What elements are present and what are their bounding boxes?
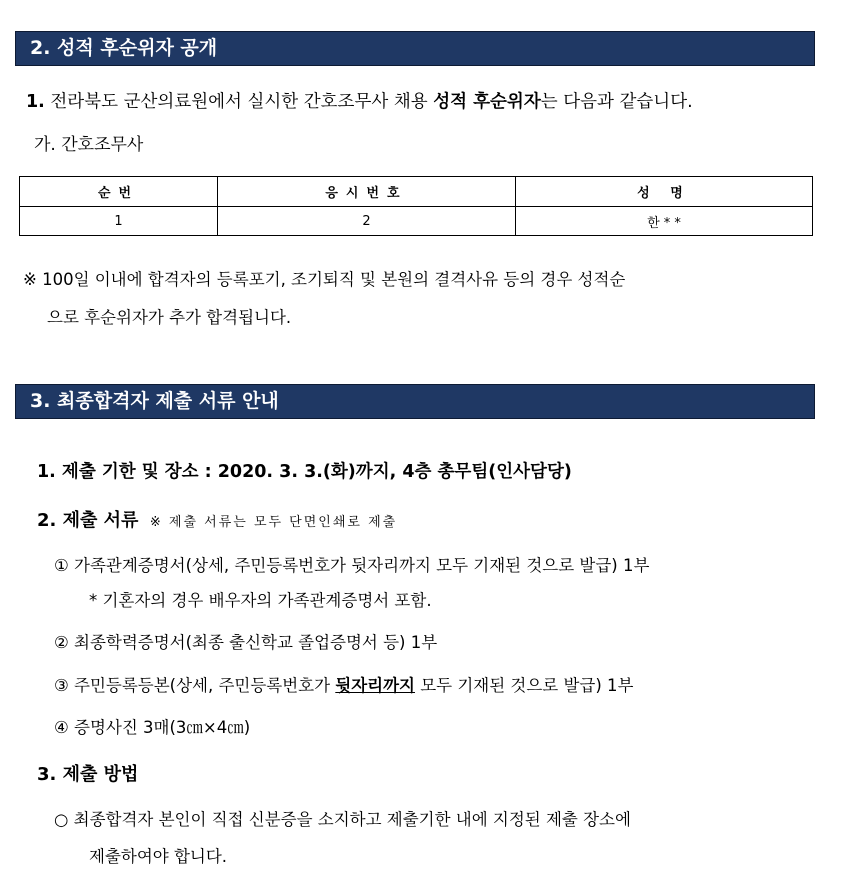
intro-text-a: 전라북도 군산의료원에서 실시한 간호조무사 채용 [44,92,434,112]
note-line-2: 으로 후순위자가 추가 합격됩니다. [47,308,292,327]
doc-education-certificate: ② 최종학력증명서(최종 출신학교 졸업증명서 등) 1부 [54,633,438,652]
intro-bold: 성적 후순위자 [433,92,541,112]
doc-family-relation-note: * 기혼자의 경우 배우자의 가족관계증명서 포함. [89,591,432,610]
section-3-header [15,384,815,419]
intro-sentence [26,88,693,113]
doc3-underline: 뒷자리까지 [335,676,415,695]
section-2-header [15,31,815,66]
header-name: 성 명 [516,177,813,207]
method-title: 3. 제출 방법 [37,764,139,785]
section-2-title: 2. 성적 후순위자 공개 [30,37,218,59]
header-exam-number: 응시번호 [218,177,516,207]
method-line-2: 제출하여야 합니다. [89,847,228,866]
method-line-1: ○ 최종합격자 본인이 직접 신분증을 소지하고 제출기한 내에 지정된 제출 장소에 [54,810,631,829]
doc-resident-register [54,672,634,696]
documents-item [37,506,397,532]
cell-name: 한 * * [516,207,813,236]
table-header-row [20,177,813,207]
intro-text-b: 는 다음과 같습니다. [540,92,693,112]
table-row [20,207,813,236]
documents-note: ※ 제출 서류는 모두 단면인쇄로 제출 [149,515,398,530]
doc-family-relation: ① 가족관계증명서(상세, 주민등록번호가 뒷자리까지 모두 기재된 것으로 발급) 1부 [54,556,650,575]
cell-seq: 1 [20,207,218,236]
sub-heading-nurse-aide: 가. 간호조무사 [34,135,144,155]
documents-title: 2. 제출 서류 [37,510,139,531]
header-seq: 순번 [20,177,218,207]
doc3-text-b: 모두 기재된 것으로 발급) 1부 [415,676,634,695]
cell-exam-number: 2 [218,207,516,236]
intro-number: 1. [26,92,45,112]
section-3-title: 3. 최종합격자 제출 서류 안내 [30,390,279,412]
candidate-table [19,176,813,236]
deadline-item: 1. 제출 기한 및 장소 : 2020. 3. 3.(화)까지, 4층 총무팀(인사담당) [37,462,572,482]
note-line-1: ※ 100일 이내에 합격자의 등록포기, 조기퇴직 및 본원의 결격사유 등의 경우 성적순 [23,270,626,289]
doc3-text-a: ③ 주민등록등본(상세, 주민등록번호가 [54,676,336,695]
doc-photo: ④ 증명사진 3매(3㎝×4㎝) [54,718,251,737]
